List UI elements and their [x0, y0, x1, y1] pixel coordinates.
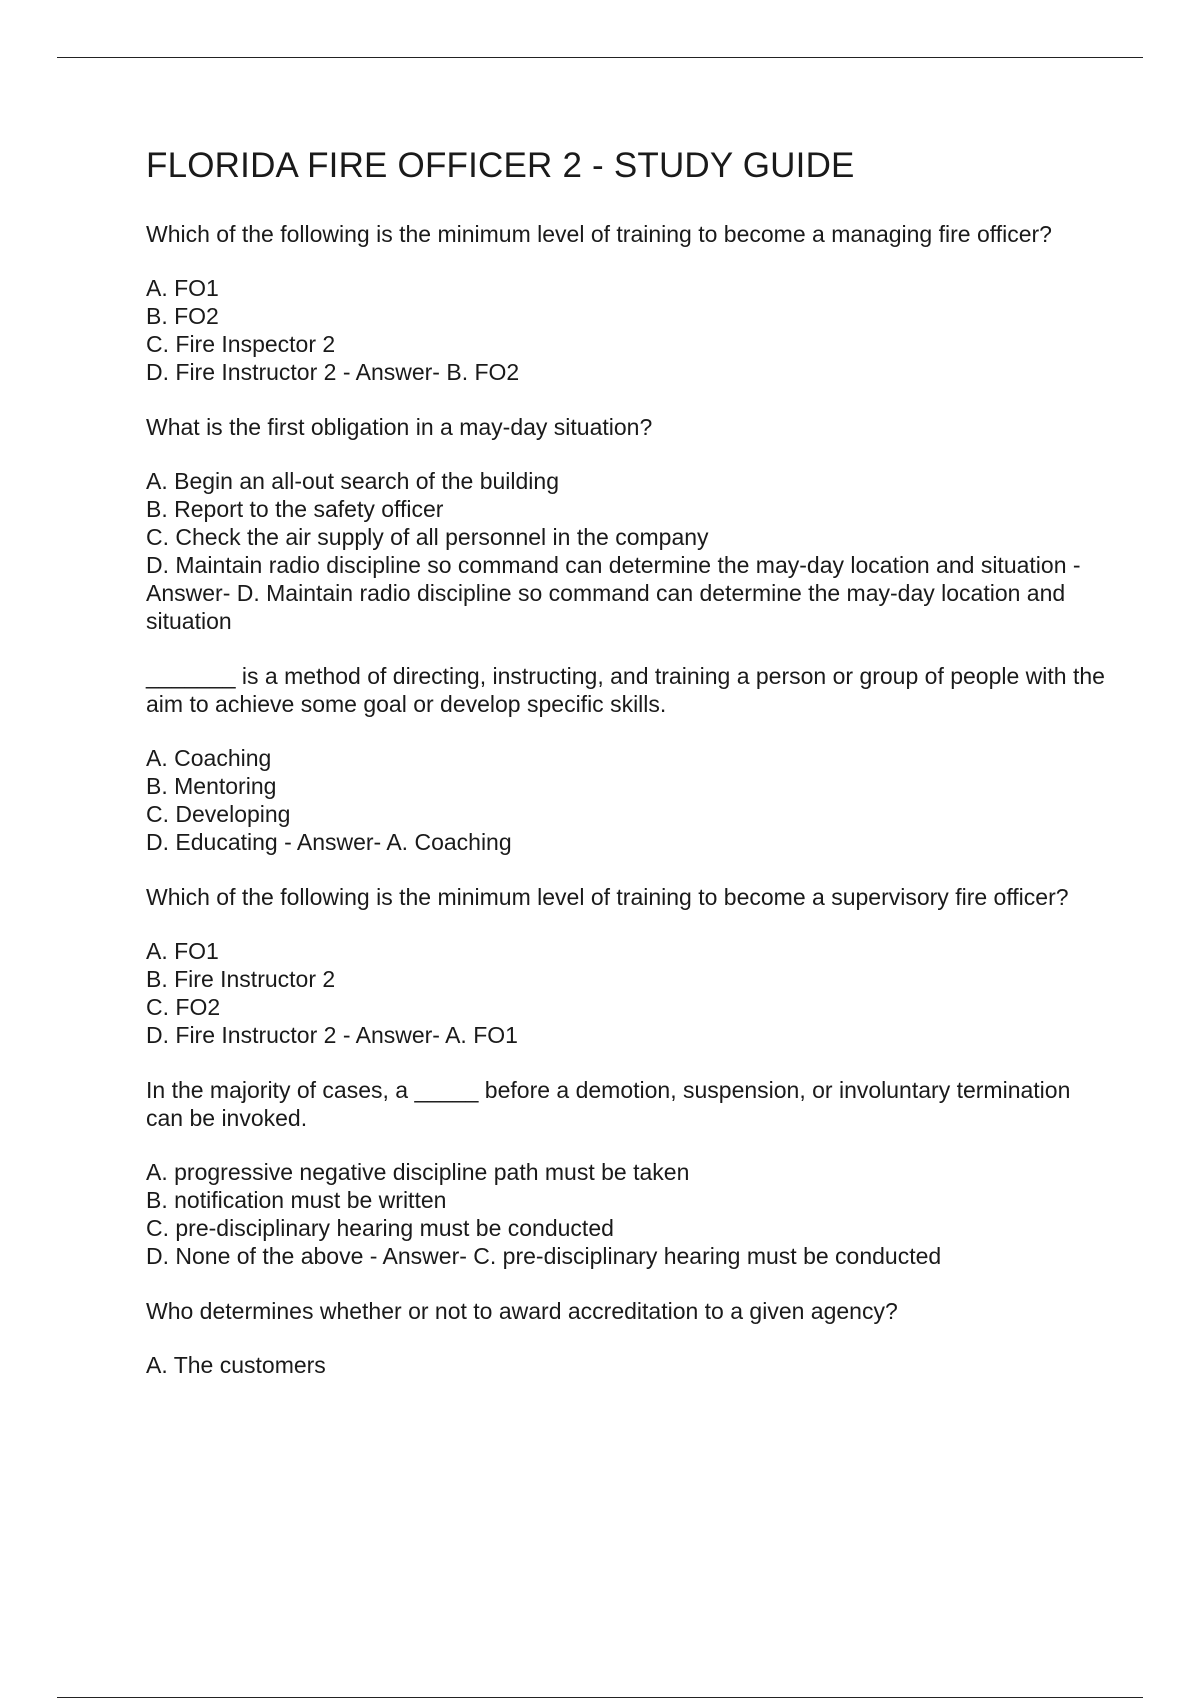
top-divider — [57, 57, 1143, 58]
answer-option: B. Report to the safety officer — [146, 496, 444, 522]
answer-option: C. pre-disciplinary hearing must be conducted — [146, 1215, 614, 1241]
answer-option: A. Begin an all-out search of the building — [146, 468, 559, 494]
question-text: Who determines whether or not to award accreditation to a given agency? — [146, 1298, 898, 1324]
document-body — [146, 140, 1106, 1406]
question-text: In the majority of cases, a _____ before a demotion, suspension, or involuntary termination can be invoked. — [146, 1077, 1071, 1131]
answer-options — [146, 467, 1106, 635]
answer-option: A. progressive negative discipline path must be taken — [146, 1159, 690, 1185]
question-block-6 — [146, 1297, 1106, 1379]
answer-options — [146, 744, 1106, 856]
answer-option: B. notification must be written — [146, 1187, 447, 1213]
answer-options — [146, 274, 1106, 386]
answer-option: A. The customers — [146, 1352, 326, 1378]
answer-option: A. FO1 — [146, 275, 219, 301]
answer-option: D. None of the above - Answer- C. pre-disciplinary hearing must be conducted — [146, 1243, 942, 1269]
question-text: Which of the following is the minimum level of training to become a managing fire officer? — [146, 221, 1052, 247]
answer-option: A. Coaching — [146, 745, 272, 771]
question-text: What is the first obligation in a may-day situation? — [146, 414, 653, 440]
answer-option: A. FO1 — [146, 938, 219, 964]
question-block-3 — [146, 662, 1106, 856]
answer-option: D. Maintain radio discipline so command can determine the may-day location and situation - Answer- D. Maintain radio discipline so command can determine the may-day location and situation — [146, 552, 1081, 634]
answer-option: B. FO2 — [146, 303, 219, 329]
answer-option: D. Educating - Answer- A. Coaching — [146, 829, 512, 855]
bottom-divider — [57, 1697, 1143, 1698]
answer-options — [146, 1158, 1106, 1270]
question-block-2 — [146, 413, 1106, 635]
answer-option: C. Check the air supply of all personnel in the company — [146, 524, 709, 550]
answer-option: B. Mentoring — [146, 773, 277, 799]
question-block-4 — [146, 883, 1106, 1049]
answer-option: D. Fire Instructor 2 - Answer- A. FO1 — [146, 1022, 518, 1048]
question-text: _______ is a method of directing, instructing, and training a person or group of people with the aim to achieve some goal or develop specific skills. — [146, 663, 1105, 717]
question-block-5 — [146, 1076, 1106, 1270]
answer-option: C. Fire Inspector 2 — [146, 331, 336, 357]
question-text: Which of the following is the minimum level of training to become a supervisory fire officer? — [146, 884, 1069, 910]
answer-option: C. Developing — [146, 801, 291, 827]
answer-options — [146, 937, 1106, 1049]
answer-option: D. Fire Instructor 2 - Answer- B. FO2 — [146, 359, 520, 385]
answer-option: B. Fire Instructor 2 — [146, 966, 336, 992]
question-block-1 — [146, 220, 1106, 386]
answer-options — [146, 1351, 1106, 1379]
document-title: FLORIDA FIRE OFFICER 2 - STUDY GUIDE — [146, 146, 855, 185]
answer-option: C. FO2 — [146, 994, 221, 1020]
